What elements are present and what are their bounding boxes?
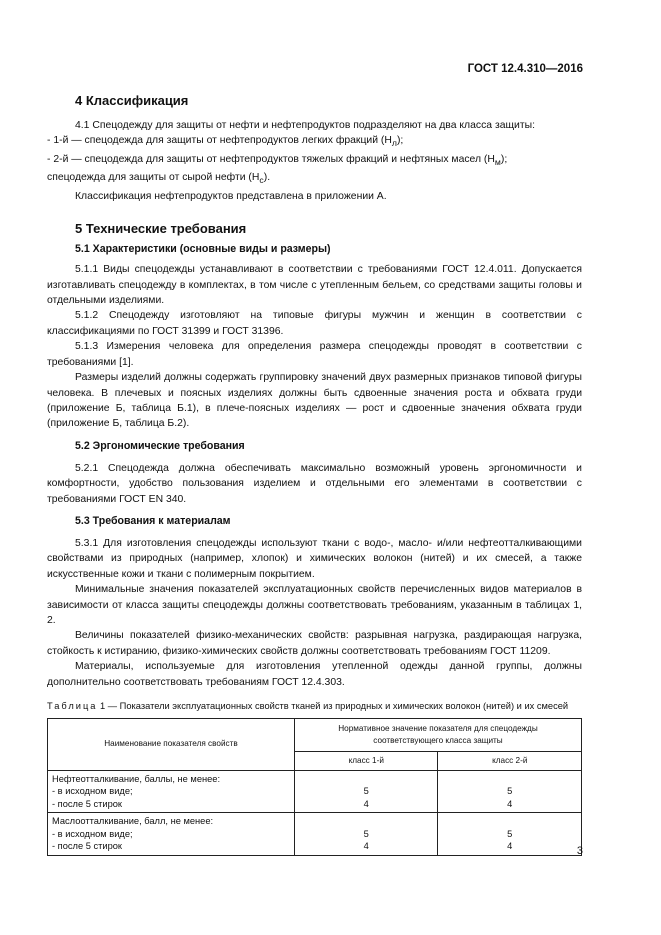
table-row (48, 813, 582, 856)
section-5-title: 5 Технические требования (75, 221, 247, 237)
cell-value: 5 (363, 786, 369, 797)
row-sublabel: - в исходном виде; (52, 828, 133, 839)
cell-value: 5 (363, 828, 369, 839)
paragraph-5-1-1: 5.1.1 Виды спецодежды устанавливают в соответствии с требованиями ГОСТ 12.4.011. Допускается изготавливать спецодежду в комплектах, в том числе с утепленным бельем, со средствами защиты головы и отдельными изделиями. (47, 264, 582, 307)
cell-value: 4 (507, 798, 513, 809)
column-header-class-2: класс 2-й (438, 751, 582, 770)
paragraph-physmech: Величины показателей физико-механических свойств: разрывная нагрузка, раздирающая нагрузка, стойкость к истиранию, физико-химических свойств должны соответствовать требованиям ГОСТ 11209. (47, 630, 582, 657)
paragraph-5-2-1: 5.2.1 Спецодежда должна обеспечивать максимально возможный уровень эргономичности и комфортности, удобство пользования изделием и отдельными его элементами в соответствии с требованиями ГОСТ EN 340. (47, 462, 582, 505)
document-header: ГОСТ 12.4.310—2016 (467, 63, 583, 75)
class-2-item-cont: спецодежда для защиты от сырой нефти $(Н_с)$. (47, 172, 271, 186)
cell-value: 4 (363, 798, 369, 809)
row-sublabel: - после 5 стирок (52, 798, 122, 809)
row-label: Нефтеотталкивание, баллы, не менее: (52, 773, 221, 784)
row-label: Маслоотталкивание, балл, не менее: (52, 816, 214, 827)
class-2-item: - 2-й — спецодежда для защиты от нефтепродуктов тяжелых фракций и нефтяных масел $(Н_м)$; (47, 153, 508, 167)
paragraph-5-1-3: 5.1.3 Измерения человека для определения размера спецодежды проводят в соответствии с требованиями [1]. (47, 341, 582, 368)
page-content (47, 92, 582, 856)
cell-value: 5 (507, 828, 513, 839)
cell-value: 4 (363, 841, 369, 852)
table-1-caption: Таблица 1 — Показатели эксплуатационных свойств тканей из природных и химических волокон (нитей) и их смесей (47, 701, 569, 712)
cell-value: 4 (507, 841, 513, 852)
paragraph-sizes: Размеры изделий должны содержать группировку значений двух размерных признаков типовой фигуры человека. В плечевых и поясных изделиях должны быть сдвоенные значения роста и обхвата груди (приложение Б, таблица Б.1), в плече-поясных изделиях — рост и сдвоенные значения обхвата груди (приложение Б, таблица Б.2). (47, 372, 582, 430)
table-row (48, 770, 582, 813)
paragraph-insulated: Материалы, используемые для изготовления утепленной одежды данной группы, должны дополнительно соответствовать требованиям ГОСТ 12.4.303. (47, 661, 582, 688)
row-sublabel: - в исходном виде; (52, 786, 133, 797)
cell-value: 5 (507, 786, 513, 797)
section-5-1-title: 5.1 Характеристики (основные виды и размеры) (75, 243, 331, 256)
section-5-3-title: 5.3 Требования к материалам (75, 514, 231, 527)
section-4-title: 4 Классификация (75, 93, 189, 108)
column-header-group: Нормативное значение показателя для спецодежды соответствующего класса защиты (295, 718, 582, 751)
column-header-name: Наименование показателя свойств (48, 718, 295, 770)
classification-reference: Классификация нефтепродуктов представлена в приложении А. (75, 190, 387, 202)
paragraph-5-3-1: 5.3.1 Для изготовления спецодежды используют ткани с водо-, масло- и/или нефтеотталкивающими свойствами из природных (например, хлопок) и химических волокон (нитей) и их смесей, а также искусственные кожи и ткани с полимерным покрытием. (47, 537, 582, 580)
class-1-item: - 1-й — спецодежда для защиты от нефтепродуктов легких фракций $(Н_л)$; (47, 135, 404, 149)
paragraph-min-values: Минимальные значения показателей эксплуатационных свойств перечисленных видов материалов в зависимости от класса защиты спецодежды должны соответствовать требованиям, указанным в таблицах 1, 2. (47, 584, 582, 626)
paragraph-5-1-2: 5.1.2 Спецодежду изготовляют на типовые фигуры мужчин и женщин в соответствии с классификациями по ГОСТ 31399 и ГОСТ 31396. (47, 310, 582, 337)
page-number: 3 (576, 845, 583, 857)
section-5-2-title: 5.2 Эргономические требования (75, 439, 245, 452)
row-sublabel: - после 5 стирок (52, 841, 122, 852)
table-1 (47, 718, 582, 856)
column-header-class-1: класс 1-й (295, 751, 438, 770)
paragraph-4-1: 4.1 Спецодежду для защиты от нефти и нефтепродуктов подразделяют на два класса защиты: (75, 120, 535, 131)
